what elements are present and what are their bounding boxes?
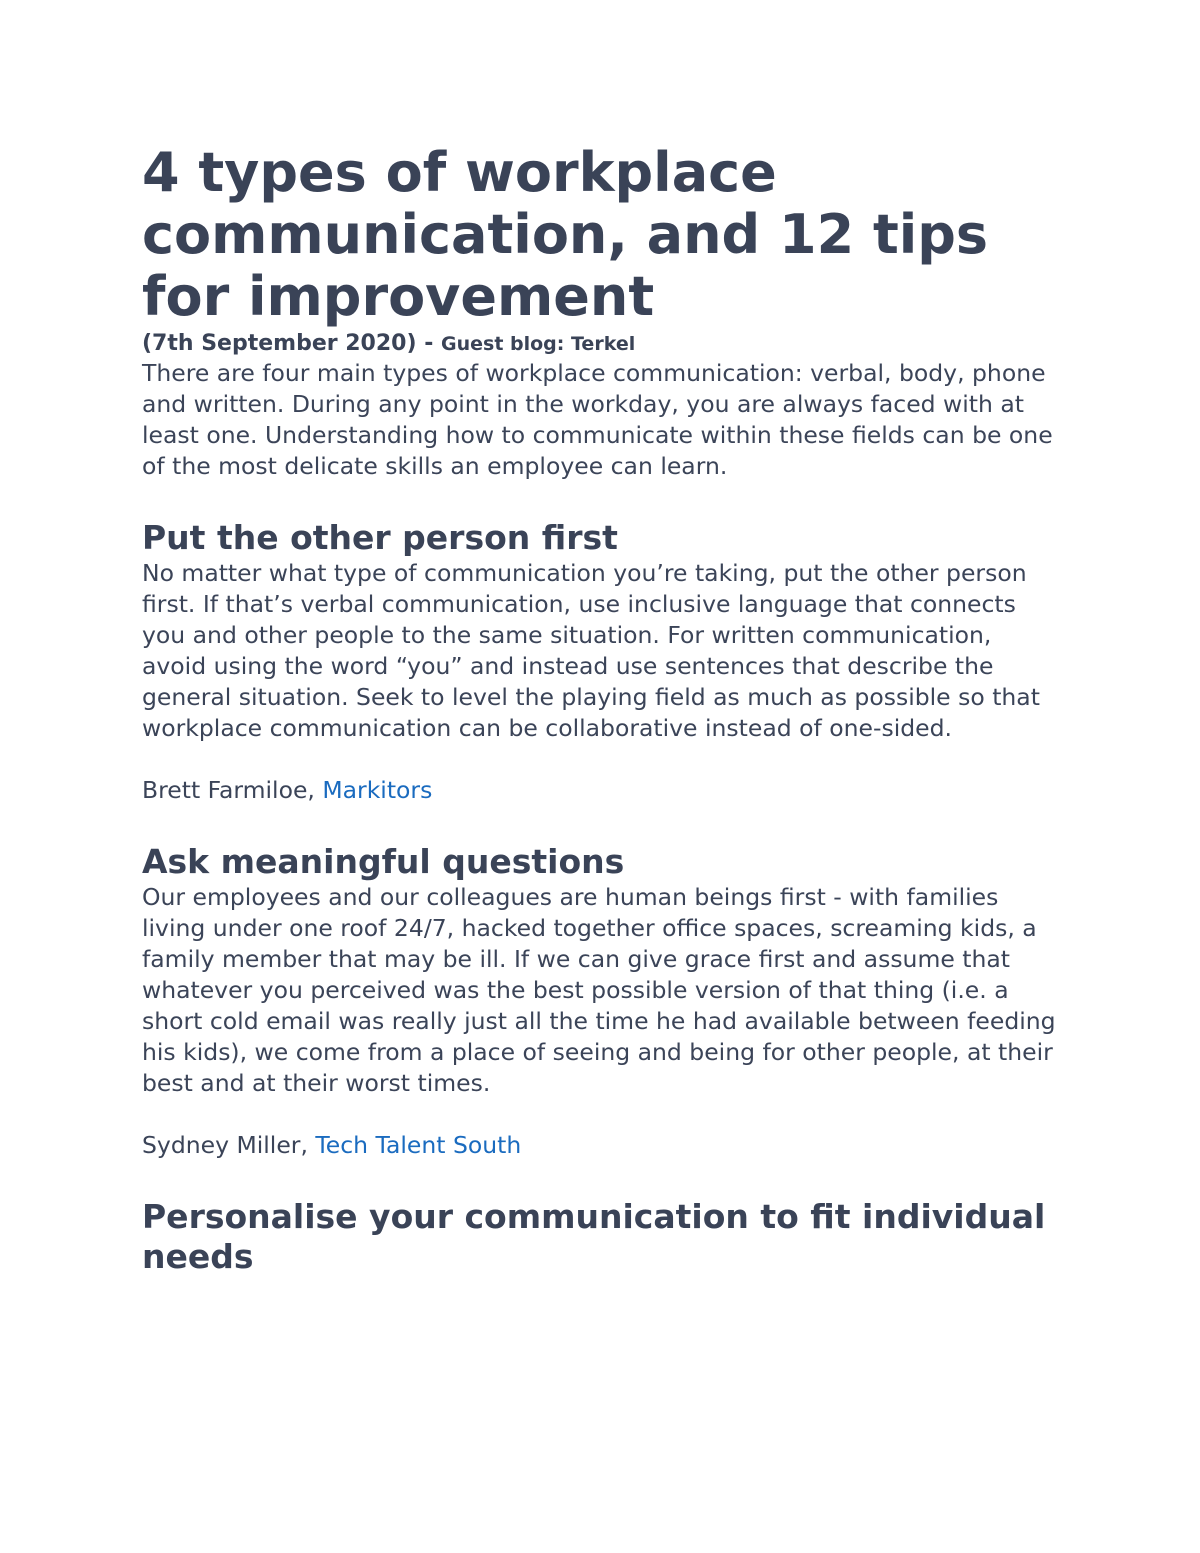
section-author-brett-farmiloe [142,775,1057,806]
author-name: Brett Farmiloe, [142,776,323,804]
document-page [142,142,1057,1277]
tech-talent-south-link[interactable]: Tech Talent South [315,1131,522,1159]
author-name: Sydney Miller, [142,1131,316,1159]
article-byline [142,330,1057,358]
byline-separator: - [416,331,441,356]
section-heading-ask-meaningful-questions: Ask meaningful questions [142,842,625,881]
section-body-put-other-person-first: No matter what type of communication you’re taking, put the other person first. If that’s verbal communication, use inclusive language that connects you and other people to the same situation. For written communication, avoid using the word “you” and instead use sentences that describe the general situation. Seek to level the playing field as much as possible so that workplace communication can be collaborative instead of one-sided. [142,559,1040,742]
section-body-ask-meaningful-questions: Our employees and our colleagues are human beings first - with families living under one roof 24/7, hacked together office spaces, screaming kids, a family member that may be ill. If we can give grace first and assume that whatever you perceived was the best possible version of that thing (i.e. a short cold email was really just all the time he had available between feeding his kids), we come from a place of seeing and being for other people, at their best and at their worst times. [142,883,1056,1097]
section-author-sydney-miller [142,1130,1057,1161]
section-heading-personalise-communication: Personalise your communication to fit individual needs [142,1197,1046,1276]
section-heading-put-other-person-first: Put the other person first [142,518,618,557]
article-date: (7th September 2020) [142,331,417,356]
article-title: 4 types of workplace communication, and 12 tips for improvement [142,141,989,328]
guest-blog-author: Guest blog: Terkel [441,333,636,355]
intro-paragraph: There are four main types of workplace communication: verbal, body, phone and written. During any point in the workday, you are always faced with at least one. Understanding how to communicate within these fields can be one of the most delicate skills an employee can learn. [142,359,1053,480]
markitors-link[interactable]: Markitors [322,776,433,804]
